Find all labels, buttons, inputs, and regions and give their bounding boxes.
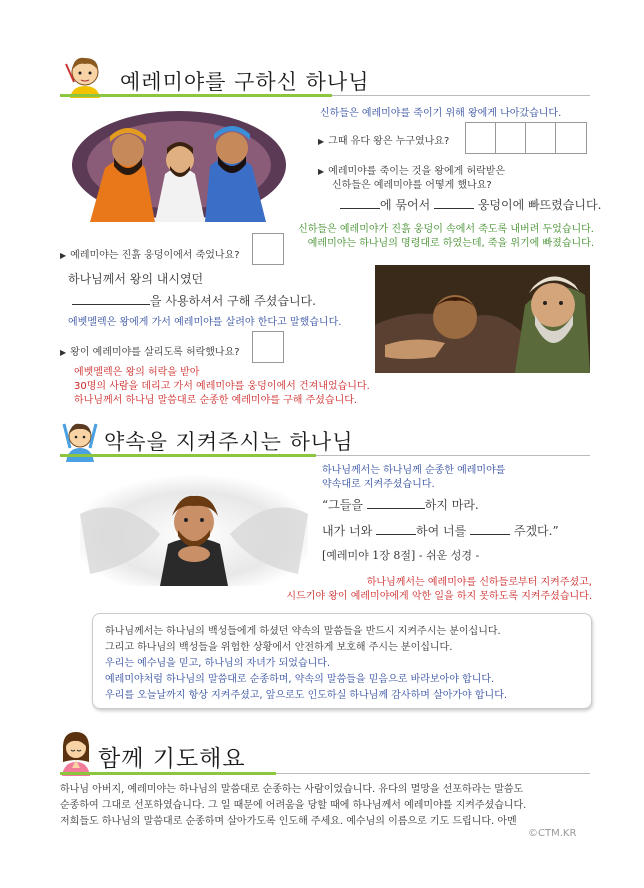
section1-title: 예레미야를 구하신 하나님 xyxy=(120,70,370,94)
prayer-line3: 저희들도 하나님의 말씀대로 순종하며 살아가도록 인도해 주세요. 예수님의 이름으로 기도 드립니다. 아멘 xyxy=(60,816,517,827)
verse1-start: “그들을 xyxy=(322,498,363,512)
fill-blank-1 xyxy=(340,196,601,213)
q2-question xyxy=(318,162,505,177)
section3-title: 함께 기도해요 xyxy=(98,746,246,772)
summary-box xyxy=(92,613,592,709)
blank-input[interactable] xyxy=(367,496,425,509)
q3-answer-box[interactable] xyxy=(252,233,284,265)
summary-line3: 우리는 예수님을 믿고, 하나님의 자녀가 되었습니다. xyxy=(105,658,331,669)
section3-divider xyxy=(276,773,590,774)
verse1-end: 하지 마라. xyxy=(424,498,479,512)
s2-intro-line1: 하나님께서는 하나님께 순종한 예레미야를 xyxy=(322,465,506,476)
verse-line2 xyxy=(322,522,559,539)
section2-title: 약속을 지켜주시는 하나님 xyxy=(104,430,354,454)
verse2-mid: 하여 너를 xyxy=(416,524,467,538)
q4-text: 왕이 예레미야를 살리도록 허락했나요? xyxy=(70,347,240,358)
q1-text: 그때 유다 왕은 누구였나요? xyxy=(328,136,450,147)
q2-text-2: 신하들은 예레미야를 어떻게 했나요? xyxy=(332,180,492,191)
arrow-bullet-icon: ▶ xyxy=(60,251,67,260)
fill-blank-2 xyxy=(72,292,316,309)
s2-intro-line2: 약속대로 지켜주셨습니다. xyxy=(322,479,435,490)
arrow-bullet-icon: ▶ xyxy=(318,137,325,146)
child-thinking-icon xyxy=(60,52,110,98)
fill2-line1: 하나님께서 왕의 내시였던 xyxy=(68,272,204,286)
summary-line2: 그리고 하나님의 백성들을 위험한 상황에서 안전하게 보호해 주시는 분이십니다. xyxy=(105,642,453,653)
blank-input[interactable] xyxy=(434,196,474,209)
verse-reference: [예레미야 1장 8절] - 쉬운 성경 - xyxy=(322,549,480,562)
illustration-rescue xyxy=(375,265,590,373)
ebed-text: 에벳멜렉은 왕에게 가서 예레미야를 살려야 한다고 말했습니다. xyxy=(68,317,342,328)
verse-line1 xyxy=(322,496,479,513)
ans1-line2: 예레미야는 하나님의 명령대로 하였는데, 죽을 위기에 빠졌습니다. xyxy=(307,238,594,249)
fill2-line2: 을 사용하셔서 구해 주셨습니다. xyxy=(150,294,316,308)
blank-input[interactable] xyxy=(72,292,150,305)
ans2-line1: 에벳멜렉은 왕의 허락을 받아 xyxy=(74,367,200,378)
illustration-officials xyxy=(70,108,288,222)
q4-question xyxy=(60,343,240,358)
prayer-line2: 순종하여 그대로 선포하였습니다. 그 일 때문에 어려움을 당할 때에 하나님께서 예레미야를 지켜주셨습니다. xyxy=(60,800,527,811)
s2-ans-line1: 하나님께서는 예레미야를 신하들로부터 지켜주셨고, xyxy=(366,577,592,588)
blank-input[interactable] xyxy=(470,522,510,535)
ans1-line1: 신하들은 예레미야가 진흙 웅덩이 속에서 죽도록 내버려 두었습니다. xyxy=(298,224,594,235)
prayer-line1: 하나님 아버지, 예레미야는 하나님의 말씀대로 순종하는 사람이었습니다. 유다의 멸망을 선포하라는 말씀도 xyxy=(60,784,524,795)
section3-title-underline xyxy=(60,772,276,775)
blank-input[interactable] xyxy=(376,522,416,535)
section2-title-underline xyxy=(60,454,316,457)
s2-ans-line2: 시드기야 왕이 예레미야에게 악한 일을 하지 못하도록 지켜주셨습니다. xyxy=(286,591,592,602)
ans2-line2: 30명의 사람을 데리고 가서 예레미야를 웅덩이에서 건져내었습니다. xyxy=(74,381,370,392)
ans2-line3: 하나님께서 하나님 말씀대로 순종한 예레미야를 구해 주셨습니다. xyxy=(74,395,358,406)
s1-intro: 신하들은 예레미야를 죽이기 위해 왕에게 나아갔습니다. xyxy=(320,108,562,119)
child-praying-icon xyxy=(58,728,94,776)
verse2-end: 주겠다.” xyxy=(513,524,559,538)
q4-answer-box[interactable] xyxy=(252,331,284,363)
q1-question xyxy=(318,132,449,147)
blank-input[interactable] xyxy=(340,196,380,209)
section2-divider xyxy=(316,455,590,456)
q1-answer-grid[interactable] xyxy=(465,122,585,152)
section1-title-underline xyxy=(60,94,332,97)
section1-divider xyxy=(332,95,590,96)
fill1-end: 웅덩이에 빠뜨렸습니다. xyxy=(477,198,602,212)
fill1-mid: 에 묶어서 xyxy=(380,198,431,212)
arrow-bullet-icon: ▶ xyxy=(60,348,67,357)
arrow-bullet-icon: ▶ xyxy=(318,167,325,176)
illustration-protection xyxy=(80,474,308,586)
q3-question xyxy=(60,246,240,261)
q3-text: 예레미야는 진흙 웅덩이에서 죽었나요? xyxy=(70,250,240,261)
q2-text-1: 예레미야를 죽이는 것을 왕에게 허락받은 xyxy=(328,166,506,177)
summary-line4: 예레미야처럼 하나님의 말씀대로 순종하며, 약속의 말씀들을 믿음으로 바라보아야 합니다. xyxy=(105,674,495,685)
summary-line5: 우리를 오늘날까지 항상 지켜주셨고, 앞으로도 인도하실 하나님께 감사하며 살아가야 합니다. xyxy=(105,690,508,701)
copyright: ©CTM.KR xyxy=(528,828,577,839)
summary-line1: 하나님께서는 하나님의 백성들에게 하셨던 약속의 말씀들을 반드시 지켜주시는 분이십니다. xyxy=(105,626,501,637)
verse2-start: 내가 너와 xyxy=(322,524,373,538)
